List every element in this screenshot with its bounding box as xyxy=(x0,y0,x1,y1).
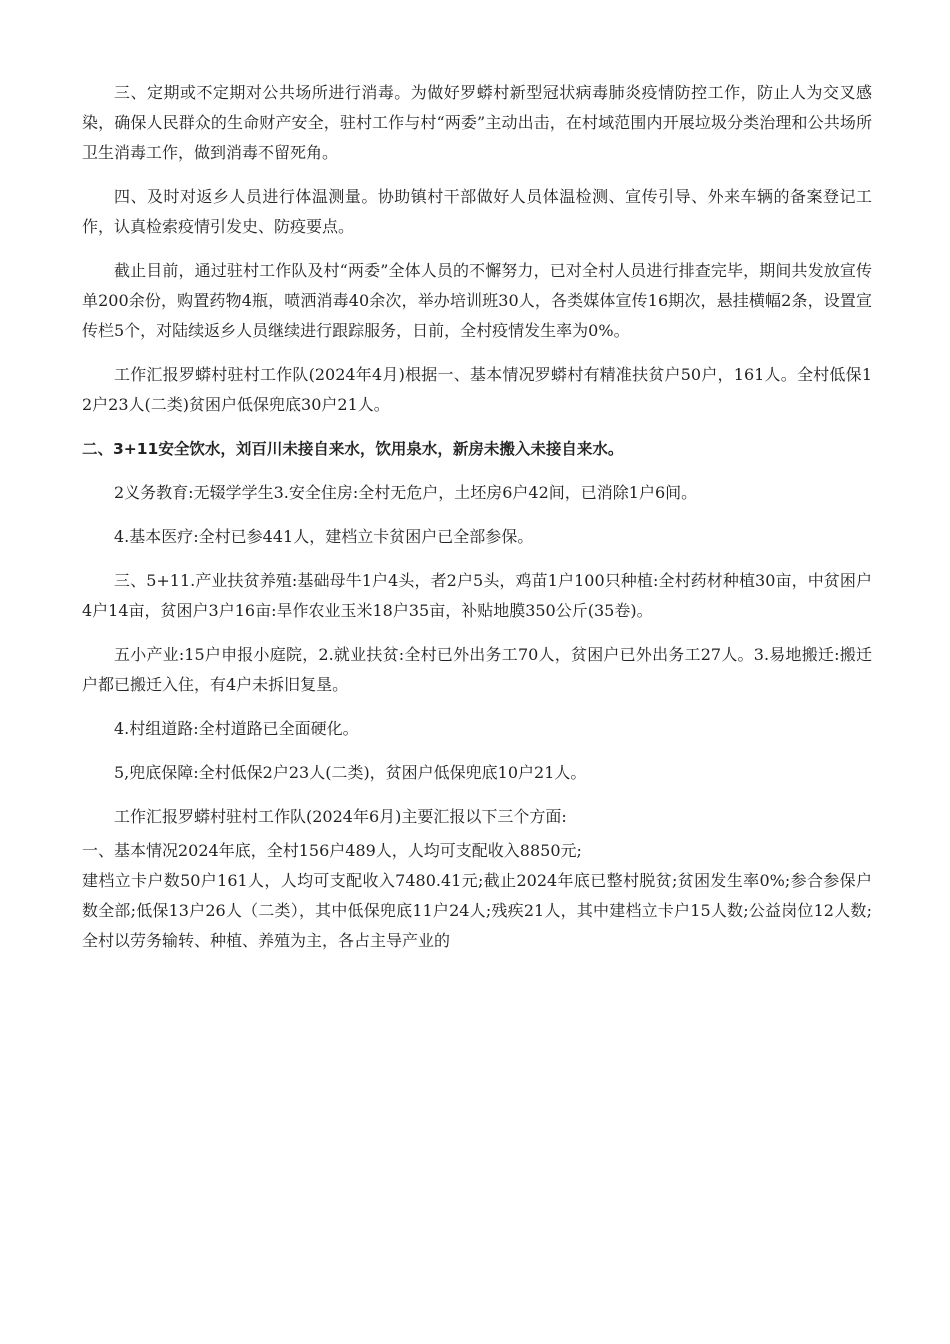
paragraph-industry-poverty: 三、5+11.产业扶贫养殖:基础母牛1户4头，者2户5头，鸡苗1户100只种植:全村药材种植30亩，中贫困户4户14亩，贫困户3户16亩:旱作农业玉米18户35亩，补贴地膜350公斤(35卷)。 xyxy=(82,571,872,620)
paragraph-roads: 4.村组道路:全村道路已全面硬化。 xyxy=(114,719,359,738)
paragraph-education-housing: 2义务教育:无辍学学生3.安全住房:全村无危户，土坯房6户42间，已消除1户6间。 xyxy=(114,483,698,502)
paragraph-disinfection: 三、定期或不定期对公共场所进行消毒。为做好罗蟒村新型冠状病毒肺炎疫情防控工作，防止人为交叉感染，确保人民群众的生命财产安全，驻村工作与村“两委”主动出击，在村域范围内开展垃圾分类治理和公共场所卫生消毒工作，做到消毒不留死角。 xyxy=(82,83,872,162)
document-page xyxy=(82,78,872,956)
paragraph-medical: 4.基本医疗:全村已参441人，建档立卡贫困户已全部参保。 xyxy=(114,527,534,546)
paragraph-safe-drinking-water-heading: 二、3+11安全饮水，刘百川未接自来水，饮用泉水，新房未搬入未接自来水。 xyxy=(82,440,624,458)
paragraph-basic-situation: 一、基本情况2024年底，全村156户489人，人均可支配收入8850元; xyxy=(82,841,582,860)
paragraph-small-industry: 五小产业:15户申报小庭院，2.就业扶贫:全村已外出务工70人，贫困户已外出务工27人。3.易地搬迁:搬迁户都已搬迁入住，有4户未拆旧复垦。 xyxy=(82,645,872,694)
paragraph-temperature-check: 四、及时对返乡人员进行体温测量。协助镇村干部做好人员体温检测、宣传引导、外来车辆的备案登记工作，认真检索疫情引发史、防疫要点。 xyxy=(82,187,872,236)
paragraph-june-report: 工作汇报罗蟒村驻村工作队(2024年6月)主要汇报以下三个方面: xyxy=(114,807,567,826)
paragraph-welfare: 5,兜底保障:全村低保2户23人(二类)，贫困户低保兜底10户21人。 xyxy=(114,763,587,782)
paragraph-registered-households: 建档立卡户数50户161人，人均可支配收入7480.41元;截止2024年底已整村脱贫;贫困发生率0%;参合参保户数全部;低保13户26人（二类），其中低保兜底11户24人;残疾21人，其中建档立卡户15人数;公益岗位12人数;全村以劳务输转、种植、养殖为主，各占主导产业的 xyxy=(82,871,872,950)
paragraph-april-report: 工作汇报罗蟒村驻村工作队(2024年4月)根据一、基本情况罗蟒村有精准扶贫户50户，161人。全村低保12户23人(二类)贫困户低保兜底30户21人。 xyxy=(82,365,872,414)
paragraph-summary-to-date: 截止目前，通过驻村工作队及村“两委”全体人员的不懈努力，已对全村人员进行排查完毕，期间共发放宣传单200余份，购置药物4瓶，喷洒消毒40余次，举办培训班30人，各类媒体宣传16期次，悬挂横幅2条，设置宣传栏5个，对陆续返乡人员继续进行跟踪服务，日前，全村疫情发生率为0%。 xyxy=(82,261,872,340)
